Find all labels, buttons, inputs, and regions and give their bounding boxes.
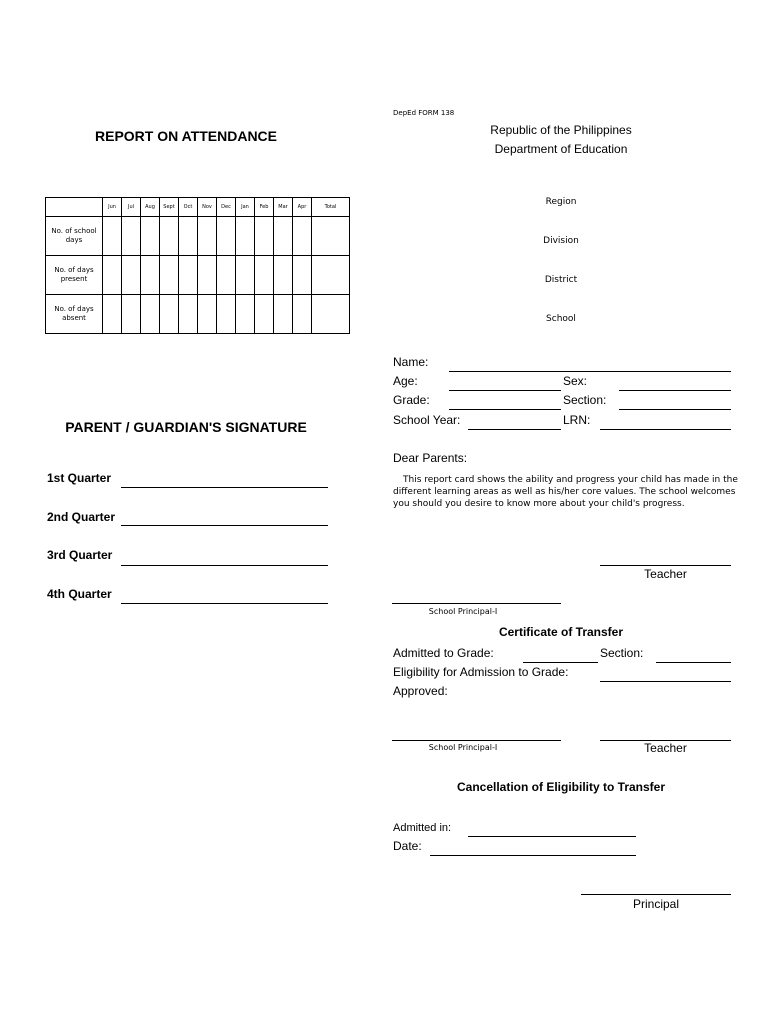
attendance-cell[interactable] <box>293 217 312 256</box>
attendance-cell[interactable] <box>122 295 141 334</box>
attendance-cell[interactable] <box>179 256 198 295</box>
row-label: No. of days present <box>46 256 103 295</box>
sex-field[interactable] <box>619 390 731 391</box>
eligibility-label: Eligibility for Admission to Grade: <box>393 665 569 679</box>
attendance-cell[interactable] <box>160 256 179 295</box>
cancel-principal-signature-line[interactable] <box>581 894 731 895</box>
total-header: Total <box>312 198 350 217</box>
signature-title: PARENT / GUARDIAN'S SIGNATURE <box>65 419 307 435</box>
month-header: Apr <box>293 198 312 217</box>
attendance-cell[interactable] <box>141 256 160 295</box>
table-row <box>46 256 350 295</box>
quarter-label: 1st Quarter <box>47 471 112 485</box>
principal-signature-line[interactable] <box>392 603 561 604</box>
attendance-cell[interactable] <box>274 295 293 334</box>
district-label: District <box>544 275 578 285</box>
section-label: Section: <box>563 393 607 407</box>
republic-title: Republic of the Philippines <box>490 123 632 137</box>
signature-line[interactable] <box>121 565 328 566</box>
month-header: Dec <box>217 198 236 217</box>
name-label: Name: <box>393 355 429 369</box>
attendance-cell[interactable] <box>236 256 255 295</box>
name-field[interactable] <box>449 371 731 372</box>
month-header: Jun <box>103 198 122 217</box>
quarter-label: 2nd Quarter <box>47 510 116 524</box>
attendance-header-row <box>46 198 350 217</box>
attendance-cell[interactable] <box>160 295 179 334</box>
admitted-in-field[interactable] <box>468 836 636 837</box>
teacher-signature-line[interactable] <box>600 565 731 566</box>
month-header: Sept <box>160 198 179 217</box>
quarter-label: 3rd Quarter <box>47 548 113 562</box>
month-header: Feb <box>255 198 274 217</box>
age-field[interactable] <box>449 390 561 391</box>
school-year-label: School Year: <box>393 413 461 427</box>
attendance-cell[interactable] <box>312 217 350 256</box>
department-title: Department of Education <box>494 142 628 156</box>
division-label: Division <box>543 236 579 246</box>
attendance-cell[interactable] <box>141 295 160 334</box>
attendance-cell[interactable] <box>198 295 217 334</box>
attendance-cell[interactable] <box>293 295 312 334</box>
cert-section-field[interactable] <box>656 662 731 663</box>
cancellation-title: Cancellation of Eligibility to Transfer <box>456 780 666 794</box>
month-header: Oct <box>179 198 198 217</box>
attendance-cell[interactable] <box>179 295 198 334</box>
table-row <box>46 295 350 334</box>
admitted-grade-field[interactable] <box>523 662 598 663</box>
attendance-cell[interactable] <box>255 256 274 295</box>
dear-parents-heading: Dear Parents: <box>393 451 468 465</box>
attendance-cell[interactable] <box>217 295 236 334</box>
cert-principal-label: School Principal-I <box>428 743 498 752</box>
attendance-cell[interactable] <box>103 256 122 295</box>
attendance-cell[interactable] <box>255 295 274 334</box>
attendance-cell[interactable] <box>122 217 141 256</box>
attendance-cell[interactable] <box>236 295 255 334</box>
date-label: Date: <box>393 839 422 853</box>
cert-teacher-label: Teacher <box>644 741 687 755</box>
section-field[interactable] <box>619 409 731 410</box>
header-block <box>392 121 730 159</box>
age-label: Age: <box>393 374 418 388</box>
row-label: No. of school days <box>46 217 103 256</box>
attendance-cell[interactable] <box>103 217 122 256</box>
grade-label: Grade: <box>393 393 430 407</box>
attendance-cell[interactable] <box>217 217 236 256</box>
month-header: Jan <box>236 198 255 217</box>
dear-parents-body: This report card shows the ability and progress your child has made in the different learning areas as well as his/her core values. The school welcomes you should you desire to know more about your child's progress. <box>393 475 738 509</box>
attendance-title: REPORT ON ATTENDANCE <box>95 128 277 144</box>
lrn-label: LRN: <box>563 413 591 427</box>
date-field[interactable] <box>430 855 636 856</box>
attendance-table <box>45 197 350 334</box>
lrn-field[interactable] <box>600 429 731 430</box>
attendance-header-blank <box>46 198 103 217</box>
form-number: DepEd FORM 138 <box>393 109 455 117</box>
school-year-field[interactable] <box>468 429 561 430</box>
quarter-label: 4th Quarter <box>47 587 112 601</box>
teacher-label: Teacher <box>644 567 687 581</box>
attendance-cell[interactable] <box>198 217 217 256</box>
month-header: Nov <box>198 198 217 217</box>
attendance-cell[interactable] <box>217 256 236 295</box>
principal-label: School Principal-I <box>428 607 498 616</box>
cancel-principal-label: Principal <box>632 897 680 911</box>
attendance-cell[interactable] <box>141 217 160 256</box>
month-header: Aug <box>141 198 160 217</box>
attendance-cell[interactable] <box>312 295 350 334</box>
month-header: Mar <box>274 198 293 217</box>
certificate-title: Certificate of Transfer <box>498 625 624 639</box>
attendance-cell[interactable] <box>236 217 255 256</box>
attendance-cell[interactable] <box>179 217 198 256</box>
grade-field[interactable] <box>449 409 561 410</box>
month-header: Jul <box>122 198 141 217</box>
sex-label: Sex: <box>563 374 588 388</box>
attendance-cell[interactable] <box>293 256 312 295</box>
school-label: School <box>546 314 576 324</box>
eligibility-field[interactable] <box>600 681 731 682</box>
attendance-cell[interactable] <box>198 256 217 295</box>
attendance-cell[interactable] <box>274 256 293 295</box>
region-label: Region <box>545 197 577 207</box>
attendance-cell[interactable] <box>160 217 179 256</box>
admitted-in-label: Admitted in: <box>393 822 452 834</box>
signature-line[interactable] <box>121 525 328 526</box>
attendance-cell[interactable] <box>122 256 141 295</box>
row-label: No. of days absent <box>46 295 103 334</box>
attendance-cell[interactable] <box>103 295 122 334</box>
cert-principal-signature-line[interactable] <box>392 740 561 741</box>
table-row <box>46 217 350 256</box>
cert-section-label: Section: <box>600 646 644 660</box>
attendance-cell[interactable] <box>274 217 293 256</box>
attendance-cell[interactable] <box>255 217 274 256</box>
attendance-cell[interactable] <box>312 256 350 295</box>
signature-line[interactable] <box>121 603 328 604</box>
approved-label: Approved: <box>393 684 448 698</box>
admitted-grade-label: Admitted to Grade: <box>393 646 494 660</box>
signature-line[interactable] <box>121 487 328 488</box>
